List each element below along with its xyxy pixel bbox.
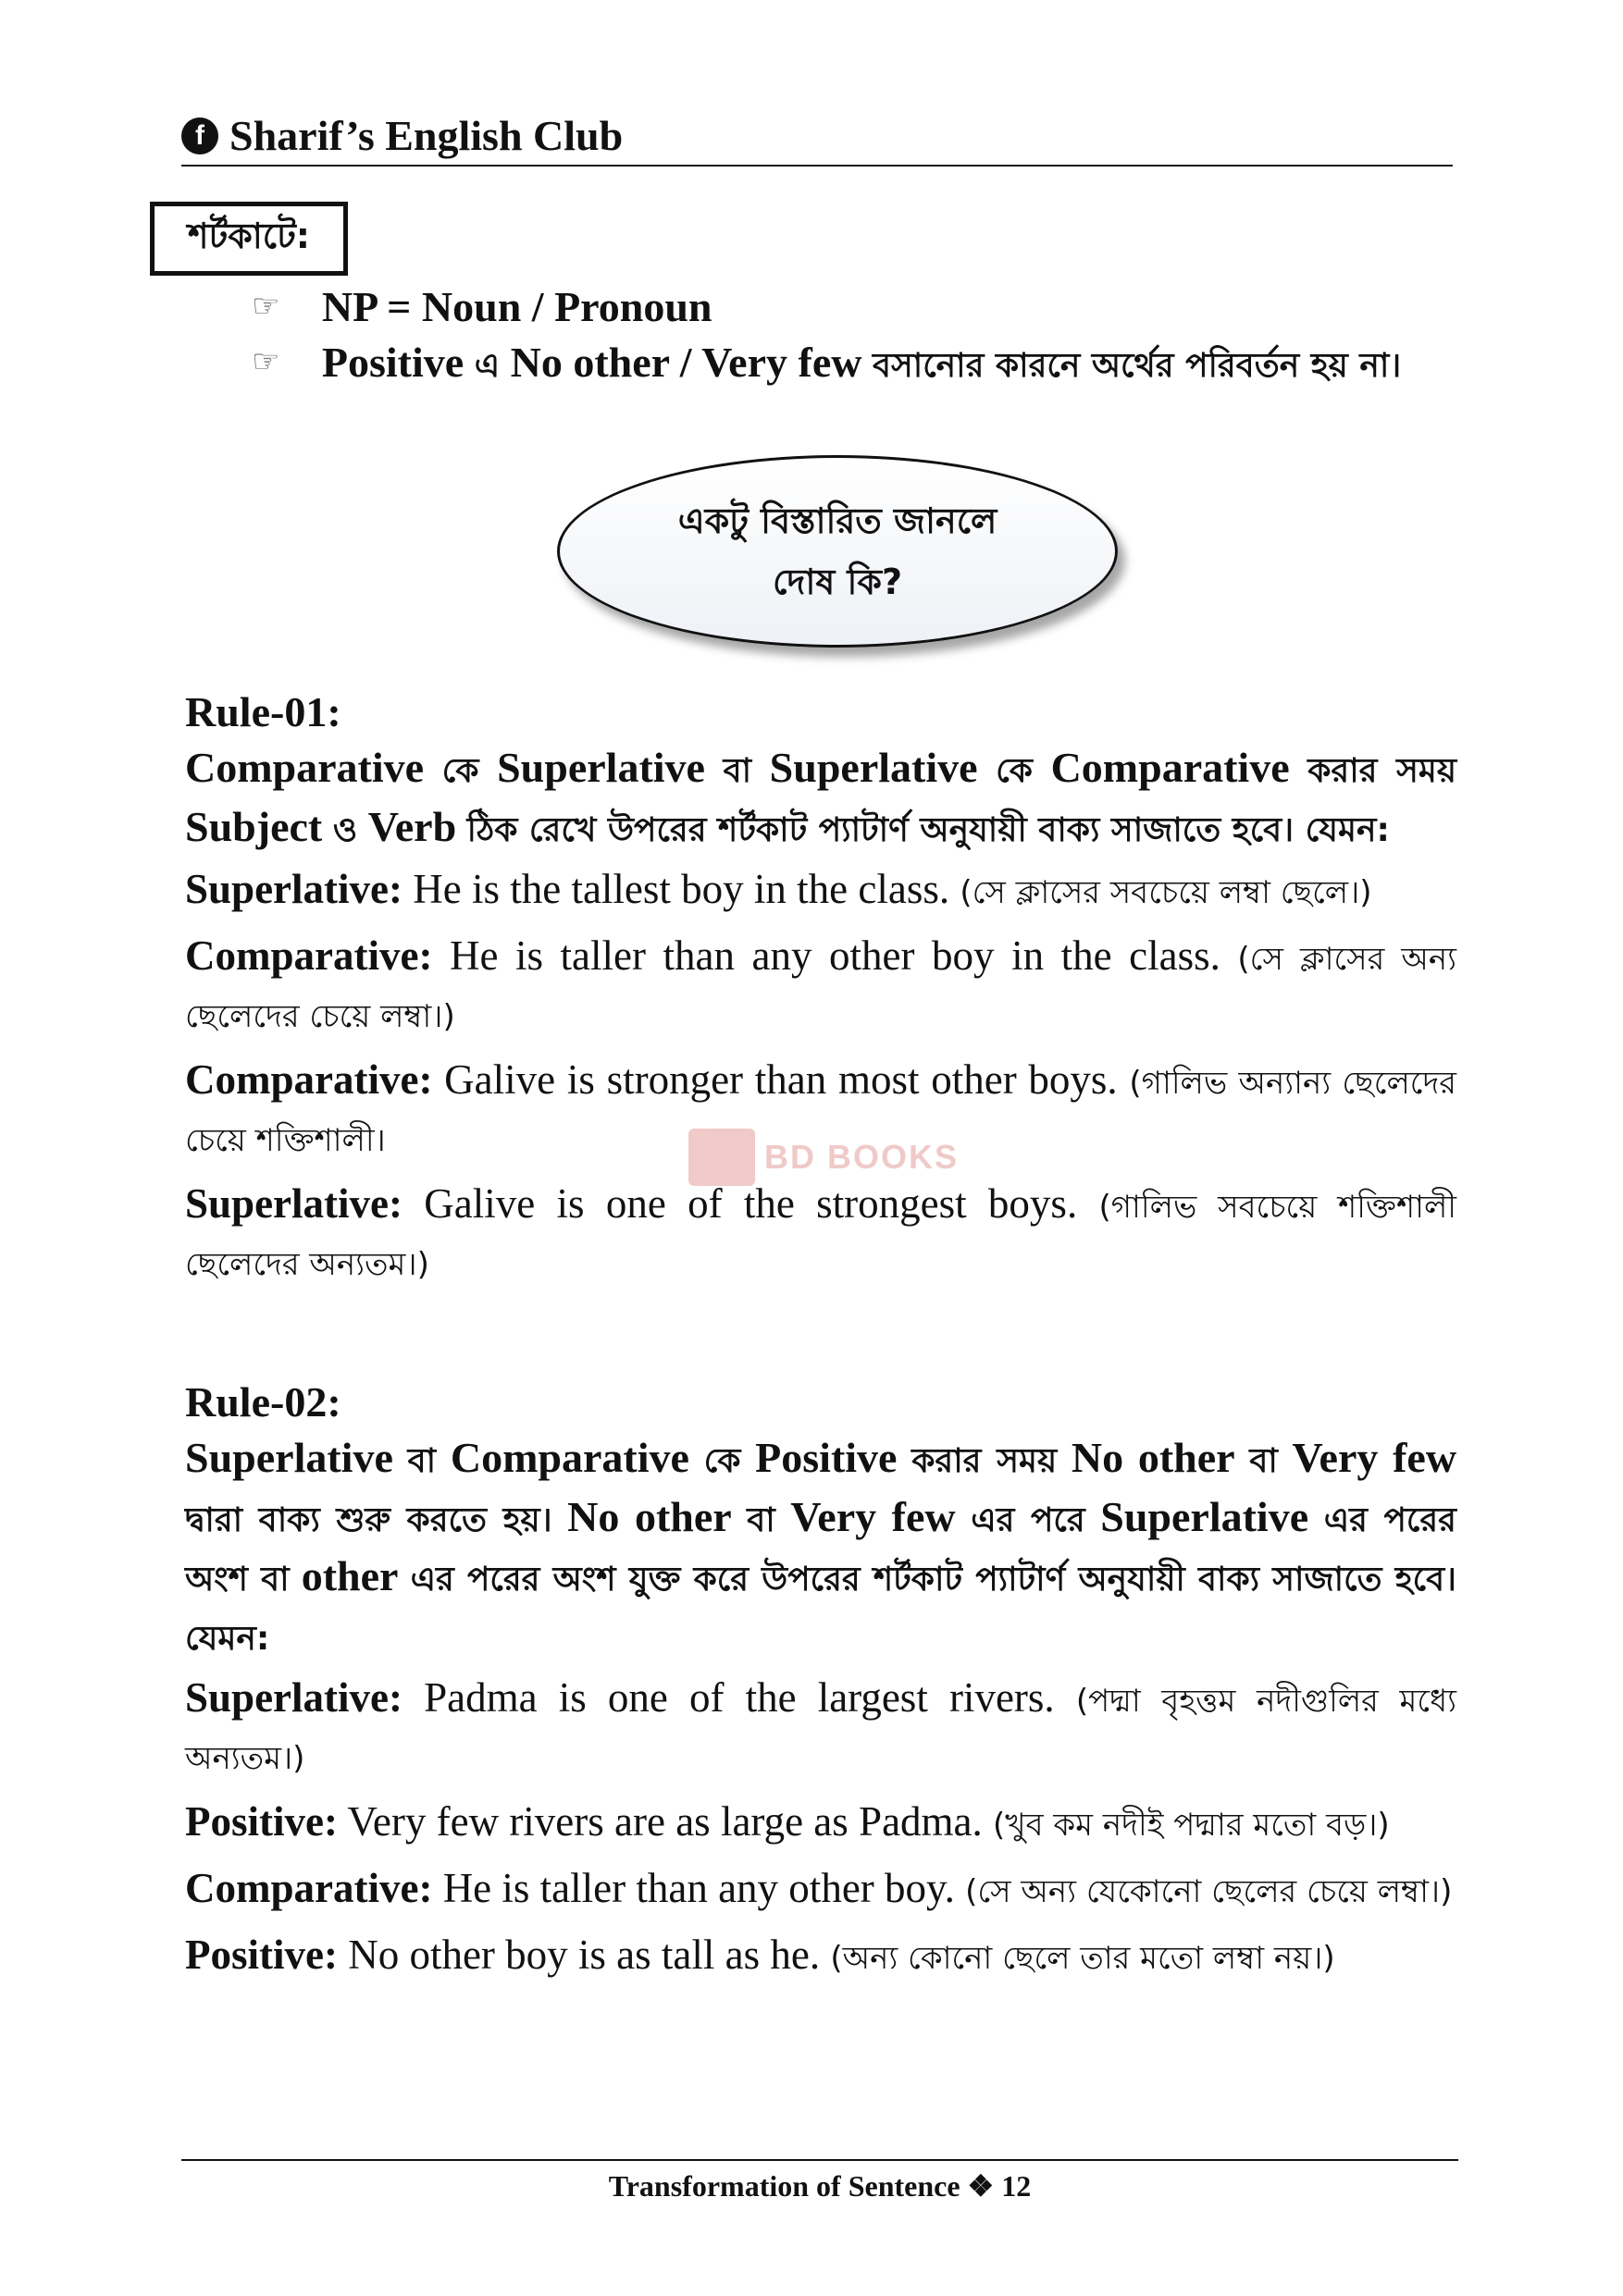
bullet-text: NP = Noun / Pronoun: [321, 283, 712, 330]
example-line: Positive: No other boy is as tall as he. (অন্য কোনো ছেলে তার মতো লম্বা নয়।): [185, 1932, 1335, 1978]
bullet-term: No other / Very few: [510, 339, 862, 386]
example-line: Superlative: Padma is one of the largest rivers. (পদ্মা বৃহত্তম নদীগুলির মধ্যে অন্যতম।): [185, 1674, 1457, 1777]
example-line: Comparative: He is taller than any other boy in the class. (সে ক্লাসের অন্য ছেলেদের চেয়ে লম্বা।): [185, 932, 1457, 1035]
example-line: Superlative: Galive is one of the strongest boys. (গালিভ সবচেয়ে শক্তিশালী ছেলেদের অন্যতম।): [185, 1180, 1456, 1283]
bullet-term: Positive: [321, 339, 465, 386]
rule-intro: Superlative বা Comparative কে Positive করার সময় No other বা Very few দ্বারা বাক্য শুরু করতে হয়। No other বা Very few এর পরে Superlative এর পরের অংশ বা other এর পরের অংশ যুক্ত করে উপরের শর্টকাট প্যাটার্ণ অনুযায়ী বাক্য সাজাতে হবে। যেমন:: [185, 1434, 1457, 1658]
example-line: Superlative: He is the tallest boy in the class. (সে ক্লাসের সবচেয়ে লম্বা ছেলে।): [185, 866, 1372, 912]
example-line: Comparative: He is taller than any other boy. (সে অন্য যেকোনো ছেলের চেয়ে লম্বা।): [185, 1865, 1453, 1911]
example-line: Positive: Very few rivers are as large as Padma. (খুব কম নদীই পদ্মার মতো বড়।): [185, 1798, 1390, 1845]
bullet-item: [252, 335, 1455, 394]
facebook-icon: f: [181, 117, 218, 154]
rule-02-section: [185, 1375, 1456, 1985]
pointing-hand-icon: ☞: [252, 290, 280, 324]
page-header: [181, 111, 1453, 160]
callout-line-1: একটু বিস্তারিত জানলে: [677, 500, 997, 541]
pointing-hand-icon: ☞: [252, 345, 280, 379]
callout-oval: [557, 455, 1118, 648]
bullet-connector: এ: [474, 347, 501, 385]
header-divider: [181, 165, 1453, 167]
footer-divider: [181, 2159, 1458, 2161]
shortcut-label: শর্টকাটে:: [188, 216, 310, 256]
rule-title: Rule-02:: [185, 1378, 341, 1426]
rule-01-section: [185, 685, 1456, 1291]
bullet-text: [322, 335, 1455, 394]
shortcut-label-box: [150, 202, 348, 276]
bullet-explanation: বসানোর কারনে অর্থের পরিবর্তন হয় না।: [872, 347, 1402, 385]
example-line: Comparative: Galive is stronger than most other boys. (গালিভ অন্যান্য ছেলেদের চেয়ে শক্তিশালী।: [185, 1056, 1457, 1159]
page-footer: Transformation of Sentence ❖ 12: [608, 2169, 1032, 2203]
watermark-text: BD BOOKS: [764, 1138, 960, 1176]
shortcut-bullets: [252, 279, 1455, 394]
callout-line-2: দোষ কি?: [772, 562, 903, 602]
rule-title: Rule-01:: [185, 688, 341, 735]
header-title: Sharif’s English Club: [229, 112, 624, 159]
bullet-item: [252, 279, 1455, 335]
rule-intro: Comparative কে Superlative বা Superlative কে Comparative করার সময় Subject ও Verb ঠিক রেখে উপরের শর্টকাট প্যাটার্ণ অনুযায়ী বাক্য সাজাতে হবে। যেমন:: [185, 744, 1457, 850]
